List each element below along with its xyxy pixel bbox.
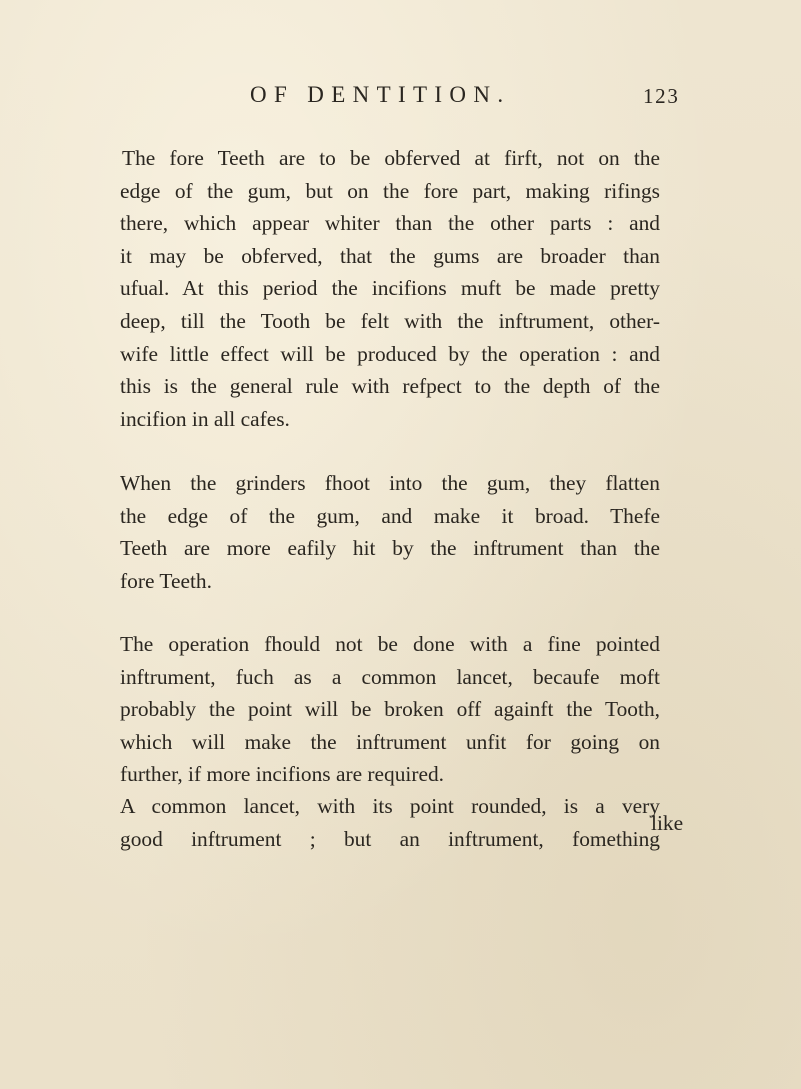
- text-line: deep, till the Tooth be felt with the inftrument, other-: [120, 308, 660, 333]
- catchword: like: [651, 811, 684, 835]
- text-line: The fore Teeth are to be obferved at firft, not on the: [122, 146, 660, 170]
- text-line: When the grinders fhoot into the gum, they flatten: [120, 471, 660, 495]
- text-line: which will make the inftrument unfit for going on: [120, 729, 660, 754]
- text-line: probably the point will be broken off againft the Tooth,: [120, 697, 660, 722]
- text-line: edge of the gum, but on the fore part, making rifings: [120, 178, 660, 203]
- text-line: the edge of the gum, and make it broad. Thefe: [120, 503, 660, 528]
- text-line: this is the general rule with refpect to the depth of the: [120, 374, 660, 399]
- paragraph: [120, 142, 660, 435]
- text-line: ufual. At this period the incifions muft be made pretty: [120, 276, 660, 301]
- paragraph: [120, 628, 660, 791]
- paragraph: [120, 790, 660, 855]
- text-line: there, which appear whiter than the other parts : and: [120, 211, 660, 236]
- running-header: [250, 82, 690, 118]
- page-number: 123: [643, 84, 680, 108]
- text-line: The operation fhould not be done with a fine pointed: [120, 632, 660, 656]
- text-line: it may be obferved, that the gums are broader than: [120, 243, 660, 268]
- text-line: A common lancet, with its point rounded, is a very: [120, 794, 660, 818]
- text-line: wife little effect will be produced by the operation : and: [120, 341, 660, 366]
- text-line: incifion in all cafes.: [120, 406, 290, 431]
- paragraph: [120, 467, 660, 597]
- running-title: OF DENTITION.: [250, 82, 511, 107]
- text-line: inftrument, fuch as a common lancet, becaufe moft: [120, 664, 660, 689]
- text-line: further, if more incifions are required.: [120, 762, 445, 787]
- text-line: Teeth are more eafily hit by the inftrument than the: [120, 536, 660, 561]
- text-line: fore Teeth.: [120, 568, 212, 593]
- text-line: good inftrument ; but an inftrument, fomething: [120, 826, 660, 851]
